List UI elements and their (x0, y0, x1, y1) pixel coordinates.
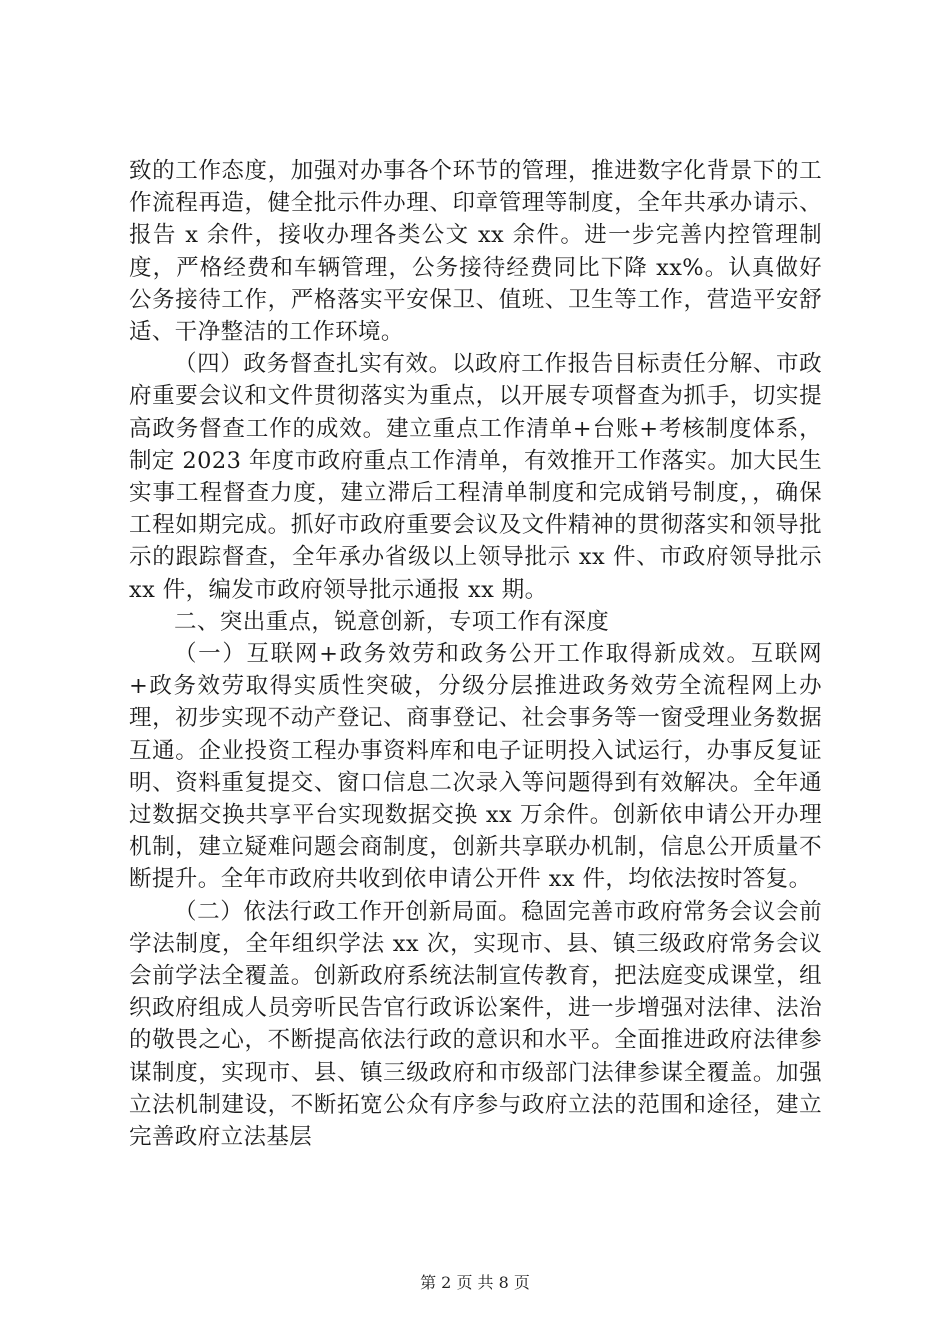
page-number-footer: 第 2 页 共 8 页 (420, 1273, 530, 1292)
paragraph-continuation: 致的工作态度，加强对办事各个环节的管理，推进数字化背景下的工作流程再造，健全批示件办理、印章管理等制度，全年共承办请示、报告 x 余件，接收办理各类公文 xx 余件。进一步完善内控管理制度，严格经费和车辆管理，公务接待经费同比下降 xx%。认真做好公务接待工作，严格落实平安保卫、值班、卫生等工作，营造平安舒适、干净整洁的工作环境。 (129, 158, 822, 346)
paragraph-rule-of-law: （二）依法行政工作开创新局面。稳固完善市政府常务会议会前学法制度，全年组织学法 xx 次，实现市、县、镇三级政府常务会议会前学法全覆盖。创新政府系统法制宣传教育，把法庭变成课堂，组织政府组成人员旁听民告官行政诉讼案件，进一步增强对法律、法治的敬畏之心，不断提高依法行政的意识和水平。全面推进政府法律参谋制度，实现市、县、镇三级政府和市级部门法律参谋全覆盖。加强立法机制建设，不断拓宽公众有序参与政府立法的范围和途径，建立完善政府立法基层 (129, 898, 822, 1151)
section-heading-two: 二、突出重点，锐意创新，专项工作有深度 (174, 608, 610, 635)
document-body (129, 155, 822, 1153)
paragraph-internet-services: （一）互联网+政务效劳和政务公开工作取得新成效。互联网+政务效劳取得实质性突破，分级分层推进政务效劳全流程网上办理，初步实现不动产登记、商事登记、社会事务等一窗受理业务数据互通。企业投资工程办事资料库和电子证明投入试运行，办事反复证明、资料重复提交、窗口信息二次录入等问题得到有效解决。全年通过数据交换共享平台实现数据交换 xx 万余件。创新依申请公开办理机制，建立疑难问题会商制度，创新共享联办机制，信息公开质量不断提升。全年市政府共收到依申请公开件 xx 件，均依法按时答复。 (129, 641, 822, 893)
paragraph-supervision: （四）政务督查扎实有效。以政府工作报告目标责任分解、市政府重要会议和文件贯彻落实为重点，以开展专项督查为抓手，切实提高政务督查工作的成效。建立重点工作清单+台账+考核制度体系，制定 2023 年度市政府重点工作清单，有效推开工作落实。加大民生实事工程督查力度，建立滞后工程清单制度和完成销号制度，，确保工程如期完成。抓好市政府重要会议及文件精神的贯彻落实和领导批示的跟踪督查，全年承办省级以上领导批示 xx 件、市政府领导批示 xx 件，编发市政府领导批示通报 xx 期。 (129, 351, 822, 603)
